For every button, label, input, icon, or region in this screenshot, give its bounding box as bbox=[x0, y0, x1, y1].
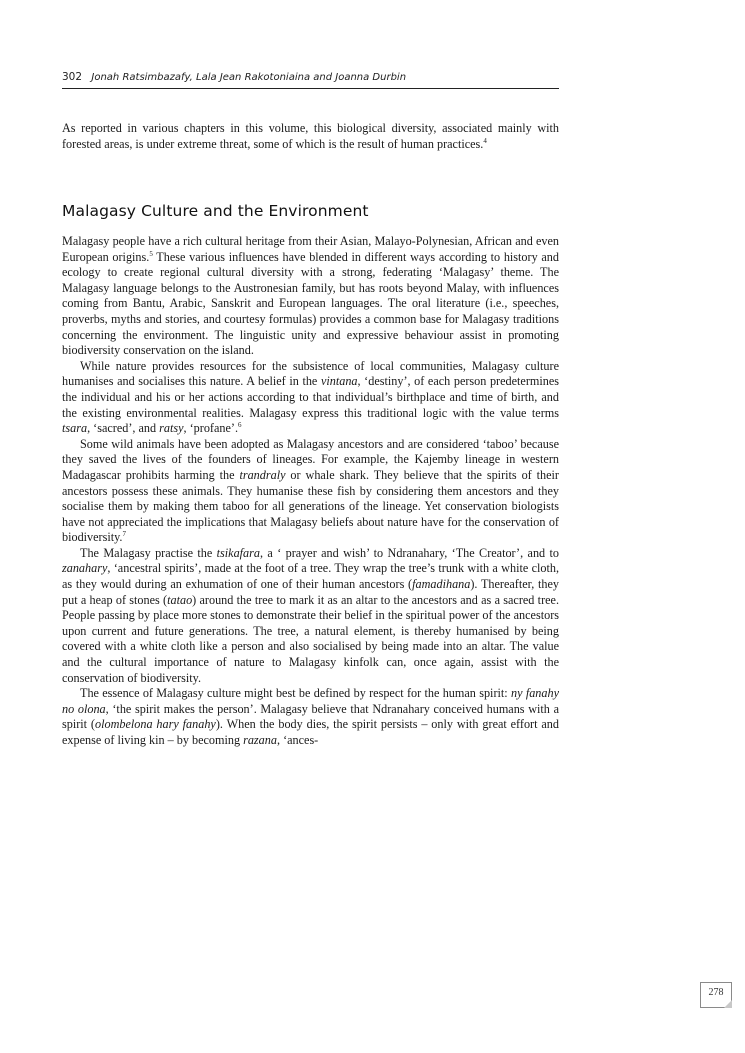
term-trandraly: trandraly bbox=[239, 467, 286, 482]
intro-text: As reported in various chapters in this volume, this biological diversity, associated mainly with forested areas, is under extreme threat, some of which is the result of human practices. bbox=[62, 121, 559, 151]
term-famadihana: famadihana bbox=[412, 577, 471, 592]
term-tsara: tsara bbox=[62, 421, 88, 436]
term-ny-fanahy: ny fanahy no olona bbox=[62, 686, 559, 716]
footnote-ref-7[interactable]: 7 bbox=[122, 530, 126, 539]
footnote-ref-5[interactable]: 5 bbox=[149, 249, 153, 258]
paragraph-5: The essence of Malagasy culture might best be defined by respect for the human spirit: ny fanahy no olona, ‘the spirit makes the person’. Malagasy believe that Ndranahary conceived humans with a spirit (olombelona hary fanahy). When the body dies, the spirit persists – only with great effort and expense of living kin – by becoming razana, ‘ances- bbox=[62, 686, 559, 747]
term-razana: razana bbox=[243, 733, 277, 747]
running-head-authors: Jonah Ratsimbazafy, Lala Jean Rakotoniaina and Joanna Durbin bbox=[91, 72, 407, 83]
term-olombelona: olombelona hary fanahy bbox=[95, 717, 216, 732]
paragraph-1: Malagasy people have a rich cultural heritage from their Asian, Malayo-Polynesian, African and even European origins.$^5$ These various influences have blended in different ways according to history and ecology to create regional cultural diversity with a strong, federating ‘Malagasy’ theme. The Malagasy language belongs to the Austronesian family, but has roots beyond Malay, with influences coming from Bantu, Arabic, Sanskrit and European languages. The oral literature (i.e., speeches, proverbs, myths and stories, and courtesy formulas) provides a common base for Malagasy traditions concerning the environment. The linguistic unity and expressive behaviour assist in promoting biodiversity conservation on the island. bbox=[62, 234, 559, 358]
paragraph-3: Some wild animals have been adopted as Malagasy ancestors and are considered ‘taboo’ because they saved the lives of the founders of lineages. For example, the Kajemby lineage in western Madagascar prohibits harming the trandraly or whale shark. They believe that the spirits of their ancestors possess these animals. They humanise these fish by considering them ancestors and they socialise them by making them taboo for all generations of the lineage. Yet conservation biologists have not appreciated the implications that Malagasy beliefs about nature have for the conservation of biodiversity.$^7$ bbox=[62, 436, 559, 545]
term-ratsy: ratsy bbox=[159, 421, 184, 436]
section-body bbox=[62, 234, 559, 749]
page-badge-number: 278 bbox=[708, 987, 724, 998]
page-corner-fold-icon bbox=[724, 1000, 732, 1008]
term-tatao: tatao bbox=[167, 592, 193, 607]
term-zanahary: zanahary bbox=[62, 561, 108, 576]
page-number: 302 bbox=[62, 71, 83, 83]
paragraph-4: The Malagasy practise the tsikafara, a ‘ prayer and wish’ to Ndranahary, ‘The Creator’, and to zanahary, ‘ancestral spirits’, made at the foot of a tree. They wrap the tree’s trunk with a white cloth, as they would during an exhumation of one of their human ancestors (famadihana). Thereafter, they put a heap of stones (tatao) around the tree to mark it as an altar to the ancestors and as a sacred tree. People passing by place more stones to demonstrate their belief in the spiritual power of the ancestors upon current and future generations. The tree, a natural element, is thereby humanised by being covered with a white cloth like a person and also socialised by being made into an altar. The value and the cultural importance of nature to Malagasy kinfolk can, once again, assist with the conservation of biodiversity. bbox=[62, 545, 559, 685]
term-vintana: vintana bbox=[320, 374, 358, 389]
footnote-ref-4[interactable]: 4 bbox=[483, 136, 487, 145]
page-number-badge[interactable] bbox=[700, 982, 732, 1008]
term-tsikafara: tsikafara bbox=[216, 545, 260, 560]
section-heading: Malagasy Culture and the Environment bbox=[62, 202, 369, 220]
footnote-ref-6[interactable]: 6 bbox=[238, 421, 242, 430]
intro-paragraph bbox=[62, 121, 559, 152]
paragraph-2: While nature provides resources for the subsistence of local communities, Malagasy culture humanises and socialises this nature. A belief in the vintana, ‘destiny’, of each person predetermines the individual and his or her actions according to that individual’s birthplace and time of birth, and the existing environmental realities. Malagasy express this traditional logic with the value terms tsara, ‘sacred’, and ratsy, ‘profane’.$^6$ bbox=[62, 358, 559, 436]
running-head bbox=[62, 71, 559, 89]
